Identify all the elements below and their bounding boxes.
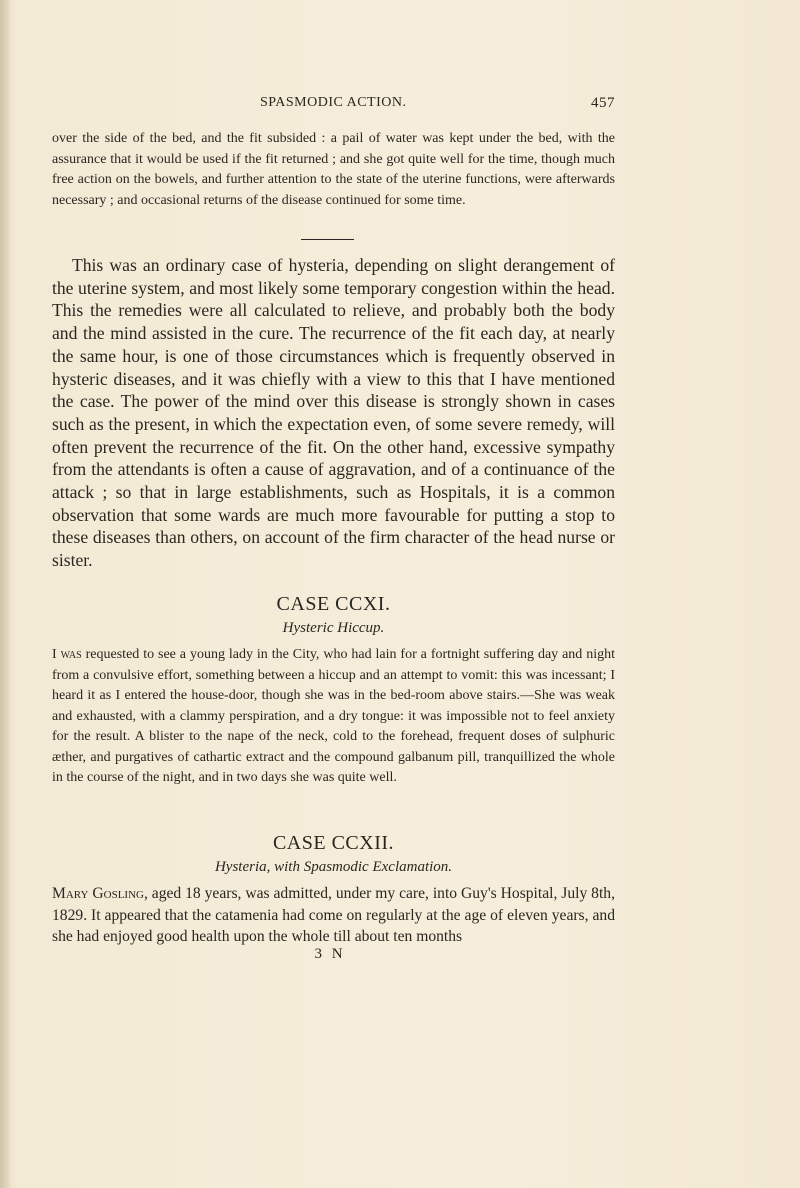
commentary-block <box>52 254 615 572</box>
case-211-lead-initial: I <box>52 647 57 662</box>
case-212-lead-name: Mary Gosling, <box>52 885 148 902</box>
case-212-subtitle: Hysteria, with Spasmodic Exclamation. <box>214 859 453 875</box>
case-212-paragraph <box>52 883 615 948</box>
intro-text: over the side of the bed, and the fit subsided : a pail of water was kept under the bed, with the assurance that it would be used if the fit returned ; and she got quite well for the time, though much free action on the bowels, and further attention to the state of the uterine functions, were afterwards necessary ; and occasional returns of the disease continued for some time. <box>52 131 615 208</box>
intro-paragraph <box>52 129 615 211</box>
case-211-title: CASE CCXI. <box>276 593 391 615</box>
case-211-body <box>52 645 615 789</box>
case-211-lead-word: was <box>60 647 82 662</box>
case-211-paragraph <box>52 645 615 789</box>
commentary-text: This was an ordinary case of hysteria, depending on slight derangement of the uterine system, and most likely some temporary congestion within the head. This the remedies were all calculated to relieve, and probably both the body and the mind assisted in the cure. The recurrence of the fit each day, at nearly the same hour, is one of those circumstances which is frequently observed in hysteric diseases, and it was chiefly with a view to this that I have mentioned the case. The power of the mind over this disease is strongly shown in cases such as the present, in which the expectation even, of some severe remedy, will often prevent the recurrence of the fit. On the other hand, excessive sympathy from the attendants is often a cause of aggravation, and of a continuance of the attack ; so that in large establishments, such as Hospitals, it is a common observation that some wards are much more favourable for putting a stop to these diseases than others, on account of the firm character of the head nurse or sister. <box>52 255 615 571</box>
case-211-subtitle: Hysteric Hiccup. <box>282 620 385 636</box>
signature-mark: 3 N <box>314 946 346 962</box>
case-212-body <box>52 883 615 948</box>
section-divider <box>301 239 354 240</box>
running-header <box>52 95 615 115</box>
page-gutter <box>0 0 10 1188</box>
case-212-text: aged 18 years, was admitted, under my care, into Guy's Hospital, July 8th, 1829. It appeared that the catamenia had come on regularly at the age of eleven years, and she had enjoyed good health upon the whole till about ten months <box>52 885 615 945</box>
case-211-text: requested to see a young lady in the City, who had lain for a fortnight suffering day and night from a convulsive effort, something between a hiccup and an attempt to vomit: this was incessant; I heard it as I entered the house-door, though she was in the bed-room above stairs.—She was weak and exhausted, with a clammy perspiration, and a dry tongue: it was impossible not to feel anxiety for the result. A blister to the nape of the neck, cold to the forehead, frequent doses of sulphuric æther, and purgatives of cathartic extract and the compound galbanum pill, tranquillized the whole in the course of the night, and in two days she was quite well. <box>52 647 615 785</box>
page-number: 457 <box>591 95 615 111</box>
case-212-title: CASE CCXII. <box>272 832 395 854</box>
running-title: SPASMODIC ACTION. <box>260 95 407 110</box>
